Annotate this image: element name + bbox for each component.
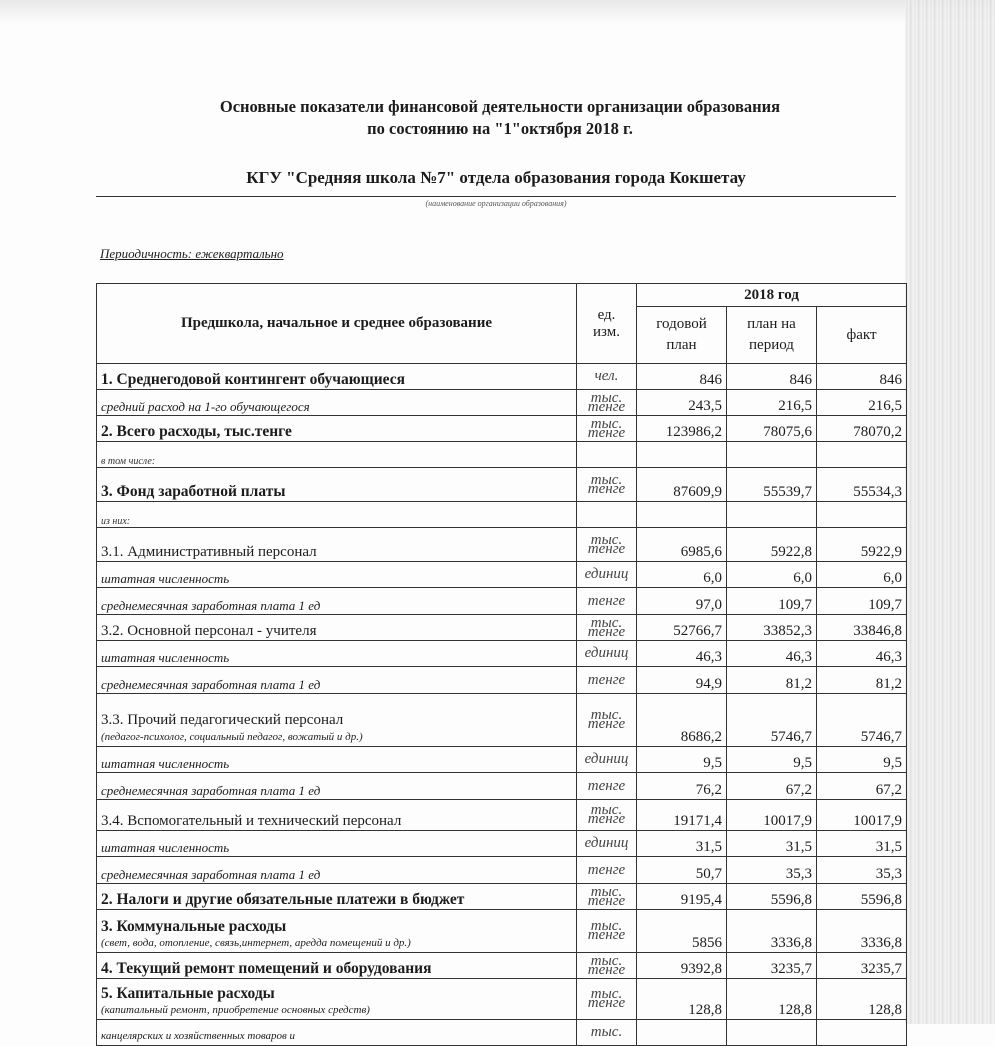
row-label: [97, 884, 577, 910]
row-label: [97, 641, 577, 667]
fact-value: [817, 1020, 907, 1046]
row-label-text: среднемесячная заработная плата 1 ед: [101, 598, 321, 613]
row-label-text: 2. Всего расходы, тыс.тенге: [101, 423, 292, 440]
row-label: [97, 528, 577, 562]
period-plan-value: 5746,7: [727, 694, 817, 747]
table-row: [97, 528, 907, 562]
annual-plan-value: 76,2: [637, 773, 727, 800]
row-label-text: 3.4. Вспомогательный и технический персонал: [101, 813, 402, 829]
scan-edge-artifact: [905, 0, 995, 1024]
row-unit: единиц: [577, 641, 637, 667]
row-label: [97, 831, 577, 857]
annual-plan-value: 46,3: [637, 641, 727, 667]
row-label-text: 3.2. Основной персонал - учителя: [101, 623, 317, 639]
table-row: [97, 468, 907, 502]
fact-value: [817, 502, 907, 528]
row-unit: единиц: [577, 562, 637, 588]
row-label-text: среднемесячная заработная плата 1 ед: [101, 783, 321, 798]
row-label: [97, 468, 577, 502]
period-plan-value: 78075,6: [727, 416, 817, 442]
row-sublabel: (капитальный ремонт, приобретение основных средств): [101, 1004, 370, 1016]
row-sublabel: (педагог-психолог, социальный педагог, вожатый и др.): [101, 731, 363, 743]
annual-plan-value: 846: [637, 364, 727, 390]
fact-value: 31,5: [817, 831, 907, 857]
fact-value: 67,2: [817, 773, 907, 800]
row-unit: тыс. тенге: [577, 694, 637, 747]
period-plan-value: [727, 442, 817, 468]
row-label: [97, 416, 577, 442]
row-label-text: среднемесячная заработная плата 1 ед: [101, 677, 321, 692]
row-label: [97, 773, 577, 800]
fact-value: 846: [817, 364, 907, 390]
fact-value: 35,3: [817, 857, 907, 884]
row-unit: тыс. тенге: [577, 416, 637, 442]
annual-plan-value: 31,5: [637, 831, 727, 857]
row-unit: [577, 442, 637, 468]
fact-value: 9,5: [817, 747, 907, 773]
table-row: [97, 773, 907, 800]
header-main: Предшкола, начальное и среднее образование: [97, 284, 577, 364]
row-label: [97, 910, 577, 953]
fact-value: 55534,3: [817, 468, 907, 502]
row-unit: тенге: [577, 667, 637, 694]
row-unit: тенге: [577, 857, 637, 884]
row-unit: тенге: [577, 773, 637, 800]
organization-name: КГУ "Средняя школа №7" отдела образования города Кокшетау: [246, 168, 746, 187]
header-unit-line-2: изм.: [593, 323, 620, 340]
period-plan-value: 31,5: [727, 831, 817, 857]
row-label-text: 3.1. Административный персонал: [101, 544, 317, 560]
table-row: [97, 615, 907, 641]
fact-value: 81,2: [817, 667, 907, 694]
row-unit: тыс. тенге: [577, 884, 637, 910]
row-label: [97, 800, 577, 831]
annual-plan-value: 9,5: [637, 747, 727, 773]
header-annual-plan: [637, 307, 727, 364]
row-unit: тыс. тенге: [577, 528, 637, 562]
title-line-2: по состоянию на "1"октября 2018 г.: [367, 119, 633, 138]
row-label-text: среднемесячная заработная плата 1 ед: [101, 867, 321, 882]
period-plan-value: 128,8: [727, 979, 817, 1020]
row-label: [97, 747, 577, 773]
financial-table: [96, 283, 907, 1046]
annual-plan-value: 5856: [637, 910, 727, 953]
header-period-plan-line-1: план на: [747, 316, 796, 332]
row-unit: чел.: [577, 364, 637, 390]
row-unit: тыс. тенге: [577, 800, 637, 831]
row-label-text: 1. Среднегодовой контингент обучающиеся: [101, 371, 405, 388]
period-plan-value: 10017,9: [727, 800, 817, 831]
annual-plan-value: 6,0: [637, 562, 727, 588]
organization-underline: [96, 196, 896, 197]
annual-plan-value: 87609,9: [637, 468, 727, 502]
row-label: [97, 364, 577, 390]
fact-value: 3235,7: [817, 953, 907, 979]
period-plan-value: 5596,8: [727, 884, 817, 910]
table-row: [97, 884, 907, 910]
period-plan-value: 846: [727, 364, 817, 390]
fact-value: 33846,8: [817, 615, 907, 641]
period-plan-value: [727, 502, 817, 528]
title-line-1: Основные показатели финансовой деятельности организации образования: [219, 97, 781, 116]
table-row: [97, 857, 907, 884]
row-label-text: из них:: [101, 516, 131, 527]
row-label: [97, 857, 577, 884]
row-label-text: в том числе:: [101, 456, 156, 467]
document-title: [100, 96, 900, 140]
row-unit: тыс. тенге: [577, 910, 637, 953]
row-label-text: 3. Фонд заработной платы: [101, 483, 286, 500]
annual-plan-value: 19171,4: [637, 800, 727, 831]
table-row: [97, 910, 907, 953]
row-label-text: штатная численность: [101, 756, 230, 771]
annual-plan-value: 8686,2: [637, 694, 727, 747]
annual-plan-value: [637, 442, 727, 468]
period-plan-value: 46,3: [727, 641, 817, 667]
organization-caption: (наименование организации образования): [425, 199, 567, 208]
period-plan-value: 216,5: [727, 390, 817, 416]
period-plan-value: 35,3: [727, 857, 817, 884]
row-label-text: средний расход на 1-го обучающегося: [101, 399, 310, 414]
fact-value: [817, 442, 907, 468]
table-row: [97, 979, 907, 1020]
period-plan-value: 6,0: [727, 562, 817, 588]
row-unit: тыс.: [577, 1020, 637, 1046]
row-label: [97, 588, 577, 615]
period-plan-value: 81,2: [727, 667, 817, 694]
header-annual-plan-line-2: план: [666, 337, 697, 353]
row-label: [97, 694, 577, 747]
row-label-text: 3. Коммунальные расходы: [101, 918, 287, 935]
period-plan-value: 67,2: [727, 773, 817, 800]
table-body: [97, 364, 907, 1046]
header-annual-plan-line-1: годовой: [656, 316, 707, 332]
period-plan-value: 3336,8: [727, 910, 817, 953]
period-plan-value: 5922,8: [727, 528, 817, 562]
row-label-text: штатная численность: [101, 840, 230, 855]
period-plan-value: 109,7: [727, 588, 817, 615]
fact-value: 5596,8: [817, 884, 907, 910]
row-sublabel: (свет, вода, отопление, связь,интернет, аредда помещений и др.): [101, 937, 411, 949]
period-plan-value: [727, 1020, 817, 1046]
annual-plan-value: 97,0: [637, 588, 727, 615]
annual-plan-value: 6985,6: [637, 528, 727, 562]
row-label: [97, 442, 577, 468]
annual-plan-value: 123986,2: [637, 416, 727, 442]
row-label: [97, 615, 577, 641]
row-sublabel: канцелярских и хозяйственных товаров и: [101, 1030, 296, 1042]
table-row: [97, 831, 907, 857]
row-unit: тыс. тенге: [577, 979, 637, 1020]
annual-plan-value: 9195,4: [637, 884, 727, 910]
table-row: [97, 667, 907, 694]
row-label: [97, 1020, 577, 1046]
period-plan-value: 9,5: [727, 747, 817, 773]
row-unit: тыс. тенге: [577, 468, 637, 502]
table-row: [97, 1020, 907, 1046]
annual-plan-value: 50,7: [637, 857, 727, 884]
row-label: [97, 502, 577, 528]
fact-value: 109,7: [817, 588, 907, 615]
table-row: [97, 364, 907, 390]
fact-value: 46,3: [817, 641, 907, 667]
annual-plan-value: [637, 502, 727, 528]
row-unit: единиц: [577, 747, 637, 773]
header-unit-line-1: ед.: [597, 306, 616, 323]
fact-value: 6,0: [817, 562, 907, 588]
annual-plan-value: 128,8: [637, 979, 727, 1020]
table-row: [97, 641, 907, 667]
row-unit: тыс. тенге: [577, 615, 637, 641]
table-row: [97, 747, 907, 773]
row-label: [97, 390, 577, 416]
row-unit: [577, 502, 637, 528]
table-row: [97, 390, 907, 416]
period-plan-value: 55539,7: [727, 468, 817, 502]
period-plan-value: 3235,7: [727, 953, 817, 979]
scan-top-shadow: [0, 0, 995, 24]
annual-plan-value: 9392,8: [637, 953, 727, 979]
fact-value: 216,5: [817, 390, 907, 416]
row-label-text: штатная численность: [101, 650, 230, 665]
fact-value: 10017,9: [817, 800, 907, 831]
row-label-text: 3.3. Прочий педагогический персонал: [101, 712, 344, 728]
fact-value: 5922,9: [817, 528, 907, 562]
fact-value: 5746,7: [817, 694, 907, 747]
annual-plan-value: 52766,7: [637, 615, 727, 641]
header-period-plan-line-2: период: [749, 337, 794, 353]
row-label-text: 5. Капитальные расходы: [101, 985, 275, 1002]
fact-value: 78070,2: [817, 416, 907, 442]
table-row: [97, 694, 907, 747]
row-label-text: штатная численность: [101, 571, 230, 586]
table-row: [97, 442, 907, 468]
annual-plan-value: 94,9: [637, 667, 727, 694]
fact-value: 128,8: [817, 979, 907, 1020]
header-year: 2018 год: [637, 284, 907, 307]
table-row: [97, 562, 907, 588]
header-unit: [577, 284, 637, 364]
period-plan-value: 33852,3: [727, 615, 817, 641]
row-label: [97, 562, 577, 588]
table-row: [97, 588, 907, 615]
periodicity-label: Периодичность: ежеквартально: [100, 246, 284, 261]
table-row: [97, 953, 907, 979]
annual-plan-value: [637, 1020, 727, 1046]
row-unit: тыс. тенге: [577, 390, 637, 416]
row-unit: единиц: [577, 831, 637, 857]
fact-value: 3336,8: [817, 910, 907, 953]
row-unit: тенге: [577, 588, 637, 615]
row-label: [97, 953, 577, 979]
annual-plan-value: 243,5: [637, 390, 727, 416]
row-label-text: 2. Налоги и другие обязательные платежи в бюджет: [101, 891, 465, 908]
header-fact: факт: [817, 307, 907, 364]
row-label: [97, 667, 577, 694]
row-label: [97, 979, 577, 1020]
row-unit: тыс. тенге: [577, 953, 637, 979]
header-period-plan: [727, 307, 817, 364]
table-row: [97, 416, 907, 442]
table-row: [97, 800, 907, 831]
table-row: [97, 502, 907, 528]
row-label-text: 4. Текущий ремонт помещений и оборудования: [101, 960, 432, 977]
